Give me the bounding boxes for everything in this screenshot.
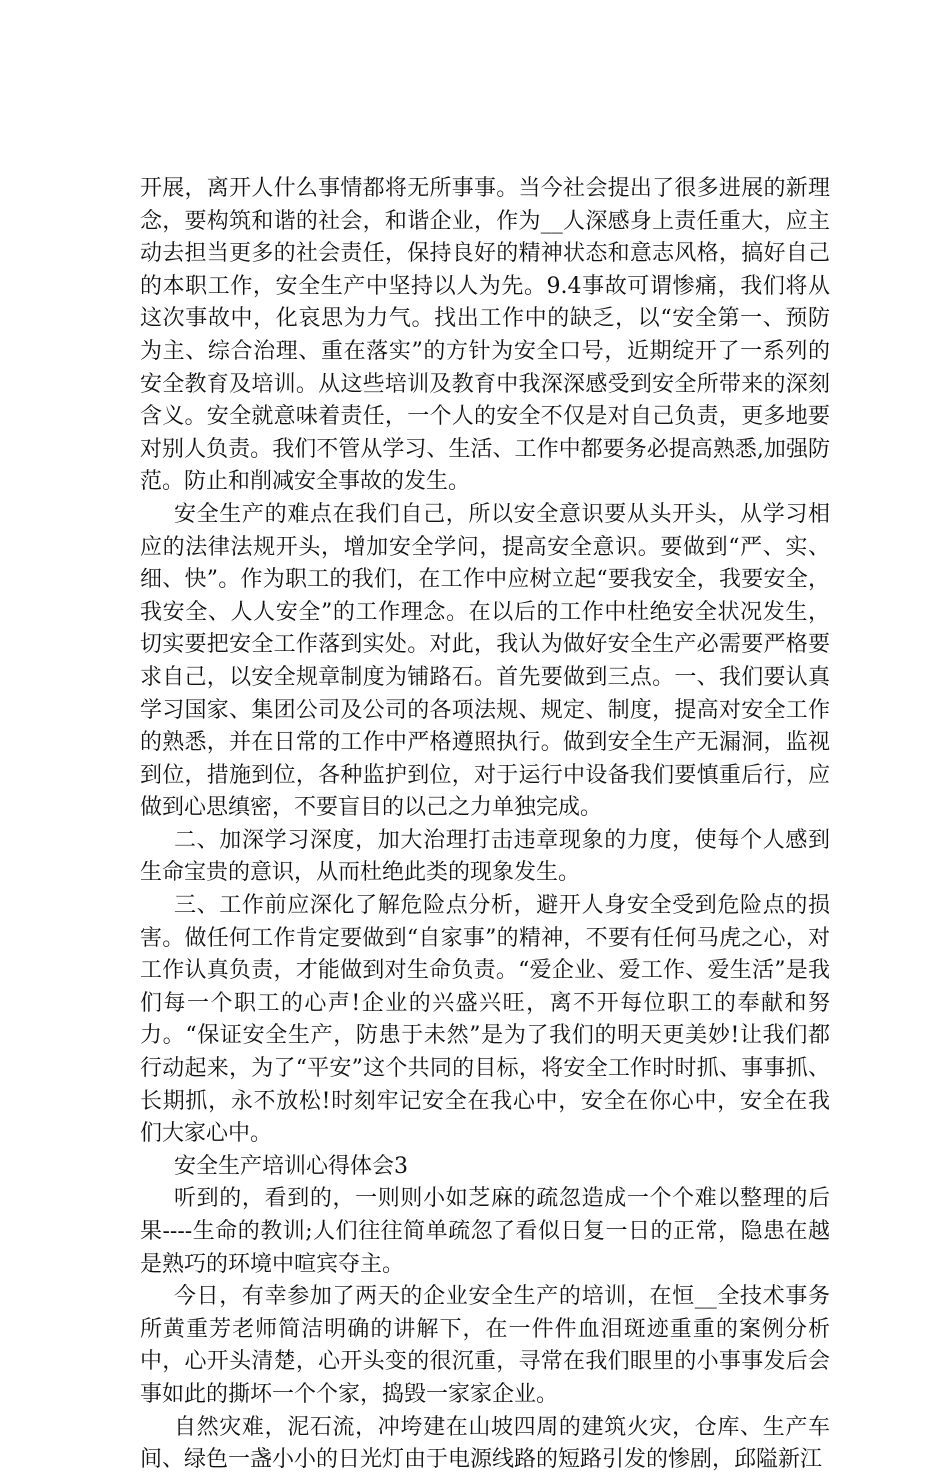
paragraph-3: 二、加深学习深度，加大治理打击违章现象的力度，使每个人感到生命宝贵的意识，从而杜绝此类的现象发生。 bbox=[140, 827, 830, 886]
paragraph-7: 自然灾难，泥石流，冲垮建在山坡四周的建筑火灾，仓库、生产车间、绿色一盏小小的日光灯由于电源线路的短路引发的惨剧，邱隘新江 bbox=[140, 1414, 830, 1473]
paragraph-2: 安全生产的难点在我们自己，所以安全意识要从头开头，从学习相应的法律法规开头，增加安全学问，提高安全意识。要做到“严、实、细、快”。作为职工的我们，在工作中应树立起“要我安全，我要安全，我安全、人人安全”的工作理念。在以后的工作中杜绝安全状况发生，切实要把安全工作落到实处。对此，我认为做好安全生产必需要严格要求自己，以安全规章制度为铺路石。首先要做到三点。一、我们要认真学习国家、集团公司及公司的各项法规、规定、制度，提高对安全工作的熟悉，并在日常的工作中严格遵照执行。做到安全生产无漏洞，监视到位，措施到位，各种监护到位，对于运行中设备我们要慎重后行，应做到心思缜密，不要盲目的以己之力单独完成。 bbox=[140, 501, 830, 821]
section-heading: 安全生产培训心得体会3 bbox=[174, 1153, 408, 1179]
paragraph-1: 开展，离开人什么事情都将无所事事。当今社会提出了很多进展的新理念，要构筑和谐的社会，和谐企业，作为__人深感身上责任重大，应主动去担当更多的社会责任，保持良好的精神状态和意志风格，搞好自己的本职工作，安全生产中坚持以人为先。9.4事故可谓惨痛，我们将从这次事故中，化哀思为力气。找出工作中的缺乏，以“安全第一、预防为主、综合治理、重在落实”的方针为安全口号，近期绽开了一系列的安全教育及培训。从这些培训及教育中我深深感受到安全所带来的深刻含义。安全就意味着责任，一个人的安全不仅是对自己负责，更多地要对别人负责。我们不管从学习、生活、工作中都要务必提高熟悉,加强防范。防止和削减安全事故的发生。 bbox=[140, 176, 830, 495]
paragraph-4: 三、工作前应深化了解危险点分析，避开人身安全受到危险点的损害。做任何工作肯定要做到“自家事”的精神，不要有任何马虎之心，对工作认真负责，才能做到对生命负责。“爱企业、爱工作、爱生活”是我们每一个职工的心声!企业的兴盛兴旺，离不开每位职工的奉献和努力。“保证安全生产，防患于未然”是为了我们的明天更美妙!让我们都行动起来，为了“平安”这个共同的目标，将安全工作时时抓、事事抓、长期抓，永不放松!时刻牢记安全在我心中，安全在你心中，安全在我们大家心中。 bbox=[140, 893, 830, 1147]
paragraph-5: 听到的，看到的，一则则小如芝麻的疏忽造成一个个难以整理的后果----生命的教训;人们往往简单疏忽了看似日复一日的正常，隐患在越是熟巧的环境中喧宾夺主。 bbox=[140, 1186, 830, 1277]
document-body bbox=[140, 173, 830, 1477]
paragraph-6: 今日，有幸参加了两天的企业安全生产的培训，在恒__全技术事务所黄重芳老师简洁明确的讲解下，在一件件血泪斑迹重重的案例分析中，心开头清楚，心开头变的很沉重，寻常在我们眼里的小事事发后会事如此的撕坏一个个家，捣毁一家家企业。 bbox=[140, 1284, 830, 1407]
